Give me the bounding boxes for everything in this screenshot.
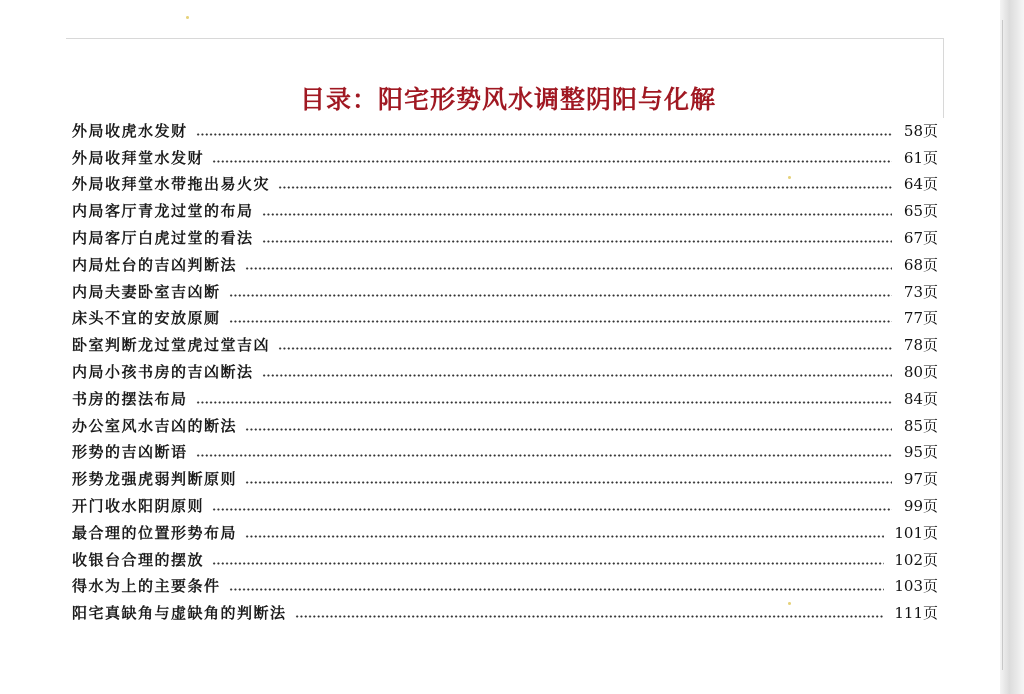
toc-dot-leader [245, 481, 892, 484]
toc-entry-label: 内局灶台的吉凶判断法 [72, 255, 238, 274]
toc-entry-page: 61页 [903, 148, 938, 167]
toc-entry-page: 65页 [903, 202, 938, 221]
toc-entry-page: 67页 [903, 228, 938, 247]
toc-dot-leader [212, 160, 892, 163]
toc-entry-page: 84页 [903, 389, 938, 408]
toc-dot-leader [245, 535, 884, 538]
toc-entry-label: 外局收拜堂水发财 [72, 148, 205, 167]
toc-entry-label: 内局客厅白虎过堂的看法 [72, 228, 254, 247]
toc-dot-leader [229, 294, 892, 297]
toc-dot-leader [212, 508, 892, 511]
toc-entry-label: 收银台合理的摆放 [72, 550, 205, 569]
toc-dot-leader [295, 615, 885, 618]
toc-entry-label: 办公室风水吉凶的断法 [72, 416, 238, 435]
toc-entry[interactable] [72, 355, 938, 382]
toc-entry[interactable] [72, 516, 938, 543]
toc-dot-leader [196, 454, 892, 457]
toc-entry-page: 73页 [903, 282, 938, 301]
toc-entry[interactable] [72, 489, 938, 516]
toc-entry-page: 103页 [894, 577, 938, 596]
toc-entry-page: 111页 [894, 604, 938, 623]
toc-entry[interactable] [72, 596, 938, 623]
toc-dot-leader [212, 562, 884, 565]
toc-entry-label: 得水为上的主要条件 [72, 577, 221, 596]
toc-entry[interactable] [72, 328, 938, 355]
toc-entry-page: 68页 [903, 255, 938, 274]
toc-entry[interactable] [72, 114, 938, 141]
page-edge-shadow [1000, 0, 1024, 694]
toc-entry[interactable] [72, 275, 938, 302]
toc-dot-leader [262, 240, 892, 243]
toc-entry-label: 外局收虎水发财 [72, 121, 188, 140]
toc-entry-label: 形势龙强虎弱判断原则 [72, 470, 238, 489]
toc-entry-page: 95页 [903, 443, 938, 462]
toc-entry[interactable] [72, 543, 938, 570]
toc-entry-label: 内局客厅青龙过堂的布局 [72, 202, 254, 221]
toc-entry-label: 阳宅真缺角与虚缺角的判断法 [72, 604, 287, 623]
toc-entry[interactable] [72, 462, 938, 489]
scan-speck [186, 16, 189, 19]
page-title: 目录：阳宅形势风水调整阴阳与化解 [300, 85, 717, 114]
toc-entry[interactable] [72, 382, 938, 409]
toc-entry-label: 开门收水阳阴原则 [72, 496, 205, 515]
toc-entry[interactable] [72, 409, 938, 436]
toc-entry[interactable] [72, 436, 938, 463]
toc-entry-page: 99页 [903, 496, 938, 515]
toc-entry-label: 卧室判断龙过堂虎过堂吉凶 [72, 336, 271, 355]
toc-entry-page: 80页 [903, 362, 938, 381]
toc-entry-label: 形势的吉凶断语 [72, 443, 188, 462]
toc-entry-page: 101页 [894, 523, 938, 542]
toc-entry-page: 102页 [894, 550, 938, 569]
toc-entry[interactable] [72, 221, 938, 248]
toc-dot-leader [278, 347, 892, 350]
toc-dot-leader [196, 401, 892, 404]
toc-entry-page: 78页 [903, 336, 938, 355]
toc-entry-label: 书房的摆法布局 [72, 389, 188, 408]
toc-dot-leader [262, 213, 892, 216]
toc-entry-page: 97页 [903, 470, 938, 489]
toc-dot-leader [245, 428, 892, 431]
scan-border-top [66, 38, 944, 39]
toc-entry[interactable] [72, 168, 938, 195]
toc-dot-leader [196, 133, 892, 136]
toc-dot-leader [229, 320, 892, 323]
toc-entry-label: 内局夫妻卧室吉凶断 [72, 282, 221, 301]
table-of-contents [72, 114, 938, 623]
toc-entry-page: 64页 [903, 175, 938, 194]
toc-entry[interactable] [72, 248, 938, 275]
toc-dot-leader [278, 186, 892, 189]
toc-dot-leader [262, 374, 892, 377]
toc-entry-page: 58页 [903, 121, 938, 140]
toc-entry-label: 外局收拜堂水带拖出易火灾 [72, 175, 271, 194]
toc-dot-leader [245, 267, 892, 270]
toc-entry[interactable] [72, 194, 938, 221]
toc-entry[interactable] [72, 141, 938, 168]
toc-entry[interactable] [72, 570, 938, 597]
toc-entry-page: 85页 [903, 416, 938, 435]
toc-entry-label: 最合理的位置形势布局 [72, 523, 238, 542]
toc-entry[interactable] [72, 302, 938, 329]
toc-dot-leader [229, 588, 885, 591]
toc-entry-label: 内局小孩书房的吉凶断法 [72, 362, 254, 381]
toc-entry-label: 床头不宜的安放原厕 [72, 309, 221, 328]
toc-entry-page: 77页 [903, 309, 938, 328]
scan-border-right [943, 38, 944, 118]
